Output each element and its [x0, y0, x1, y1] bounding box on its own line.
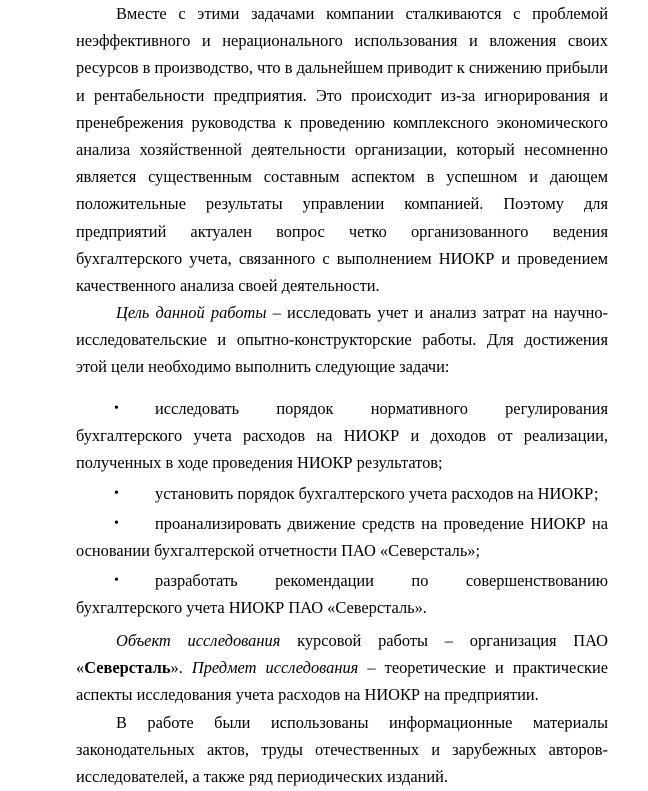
goal-label: Цель данной работы — [116, 303, 267, 322]
intro-paragraph: Вместе с этими задачами компании сталкиваются с проблемой неэффективного и нерационального использования и вложения своих ресурсов в производство, что в дальнейшем приводит к снижению прибыли и рентабельности предприятия. Это происходит из-за игнорирования и пренебрежения руководства к проведению комплексного экономического анализа хозяйственной деятельности организации, который несомненно является существенным составным аспектом в успешном и дающем положительные результаты управлении компанией. Поэтому для предприятий актуален вопрос четко организованного ведения бухгалтерского учета, связанного с выполнением НИОКР и проведением качественного анализа своей деятельности. — [76, 4, 608, 296]
bullet-icon: • — [114, 485, 119, 501]
task-text: исследовать порядок нормативного регулирования бухгалтерского учета расходов на НИОКР и доходов от реализации, полученных в ходе проведения НИОКР результатов; — [76, 399, 608, 473]
object-text: курсовой работы – организация ПАО « — [76, 631, 609, 678]
object-paragraph — [76, 627, 608, 709]
subject-text: – теоретические и практические аспекты исследования учета расходов на НИОКР на предприятии. — [76, 658, 608, 705]
task-item — [76, 395, 608, 477]
task-item — [76, 567, 608, 621]
task-item — [76, 510, 608, 564]
task-text: установить порядок бухгалтерского учета расходов на НИОКР; — [155, 483, 599, 503]
company-name: Северсталь — [84, 658, 171, 678]
bullet-icon: • — [114, 573, 119, 589]
goal-text: – исследовать учет и анализ затрат на научно-исследовательские и опытно-конструкторские работы. Для достижения этой цели необходимо выполнить следующие задачи: — [76, 303, 608, 377]
task-item — [76, 480, 608, 507]
goal-paragraph — [76, 299, 608, 381]
bullet-icon: • — [114, 515, 119, 531]
task-text: проанализировать движение средств на проведение НИОКР на основании бухгалтерской отчетности ПАО «Северсталь»; — [76, 513, 608, 561]
bullet-icon: • — [114, 401, 119, 416]
sources-paragraph: В работе были использованы информационные материалы законодательных актов, труды отечественных и зарубежных авторов-исследователей, а также ряд периодических изданий. — [76, 713, 608, 787]
object-text-after: ». — [170, 658, 192, 678]
task-list — [76, 395, 608, 622]
task-text: разработать рекомендации по совершенствованию бухгалтерского учета НИОКР ПАО «Северсталь». — [76, 571, 608, 618]
subject-label: Предмет исследования — [191, 658, 359, 678]
object-label: Объект исследования — [116, 631, 281, 650]
